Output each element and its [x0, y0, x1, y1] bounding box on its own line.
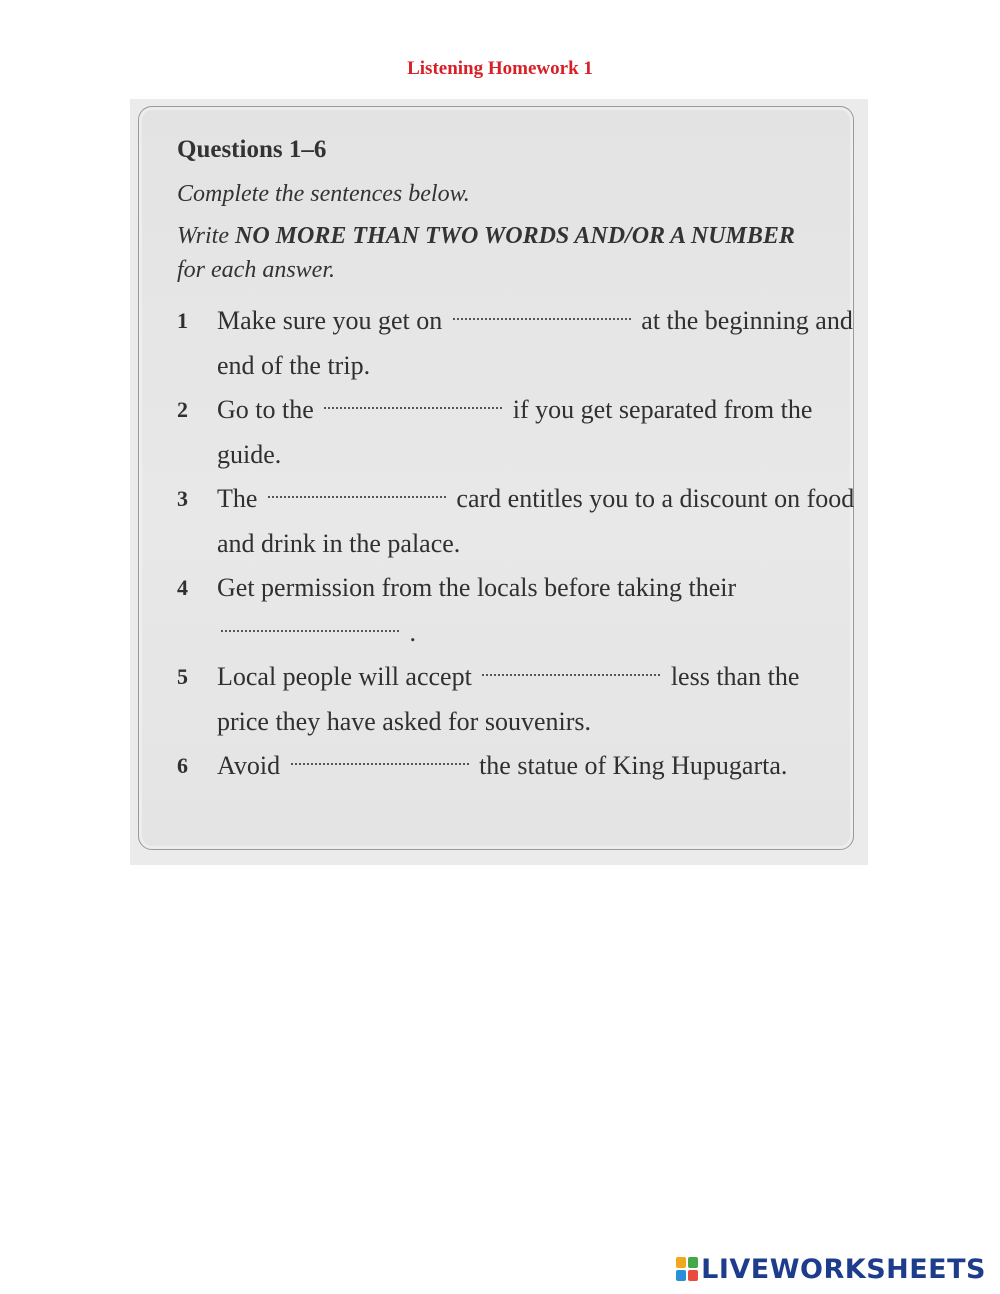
- question-number: 1: [177, 308, 188, 333]
- logo-tile: [676, 1270, 686, 1281]
- question-item-1: [177, 299, 857, 388]
- answer-blank[interactable]: [221, 629, 399, 632]
- question-text: .: [409, 617, 416, 647]
- question-item-2: [177, 388, 857, 477]
- instruction-text: for each answer.: [177, 257, 335, 283]
- questions-panel: [138, 106, 854, 850]
- question-number: 6: [177, 753, 188, 778]
- question-item-5: [177, 655, 857, 744]
- worksheet-scan: [130, 99, 868, 865]
- logo-tile: [688, 1257, 698, 1268]
- question-text: Get permission from the locals before taking their: [217, 573, 737, 602]
- question-item-6: [177, 744, 857, 789]
- liveworksheets-logo-icon: [676, 1257, 698, 1281]
- question-number: 5: [177, 664, 188, 689]
- questions-heading: Questions 1–6: [177, 136, 327, 163]
- answer-blank[interactable]: [324, 406, 502, 409]
- logo-tile: [676, 1257, 686, 1268]
- question-number: 2: [177, 397, 188, 422]
- instruction-text: Write: [177, 223, 235, 249]
- answer-blank[interactable]: [482, 673, 660, 676]
- question-text: Local people will accept: [217, 662, 472, 691]
- question-text: the statue of King Hupugarta.: [479, 751, 788, 780]
- question-text: less than the price they have asked for souvenirs.: [217, 662, 800, 736]
- logo-tile: [688, 1270, 698, 1281]
- question-text: if you get separated from the guide.: [217, 395, 813, 469]
- instruction-word-limit: [177, 219, 817, 287]
- question-text: Go to the: [217, 395, 314, 424]
- instruction-bold-text: NO MORE THAN TWO WORDS AND/OR A NUMBER: [235, 223, 795, 249]
- instruction-complete: Complete the sentences below.: [177, 181, 470, 207]
- liveworksheets-logo: [676, 1254, 986, 1284]
- question-item-3: [177, 477, 857, 566]
- question-item-4: [177, 566, 857, 655]
- question-text: The: [217, 484, 258, 513]
- question-text: at the beginning and end of the trip.: [217, 306, 853, 380]
- answer-blank[interactable]: [453, 317, 631, 320]
- question-number: 3: [177, 486, 188, 511]
- question-text: Make sure you get on: [217, 306, 443, 335]
- question-list: [177, 299, 853, 789]
- page-title: Listening Homework 1: [407, 58, 593, 79]
- question-text: card entitles you to a discount on food and drink in the palace.: [217, 484, 855, 558]
- logo-text: LIVEWORKSHEETS: [701, 1253, 986, 1285]
- answer-blank[interactable]: [291, 762, 469, 765]
- question-text: Avoid: [217, 751, 281, 780]
- question-number: 4: [177, 575, 188, 600]
- answer-blank[interactable]: [268, 495, 446, 498]
